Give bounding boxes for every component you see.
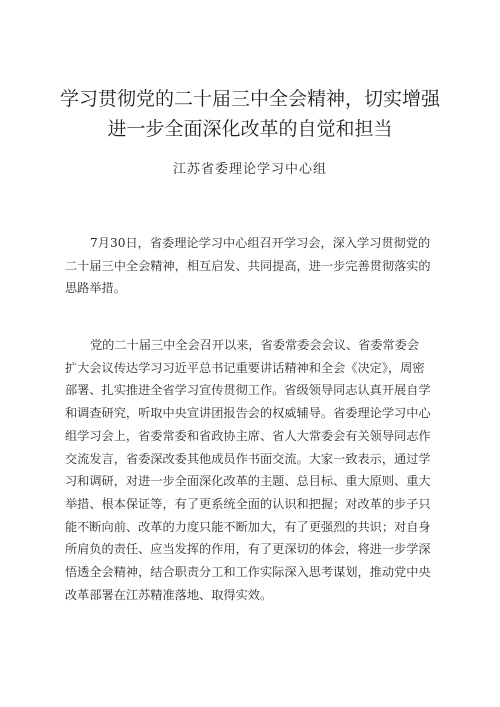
paragraph-line: 思路举措。 [65,281,126,296]
author-byline: 江苏省委理论学习中心组 [172,162,327,177]
paragraph-line: 党的二十届三中全会召开以来，省委常委会会议、省委常委会 [90,338,420,352]
paragraph-line: 悟透全会精神，结合职责分工和工作实际深入思考谋划，推动党中央 [65,565,431,580]
paragraph-1 [65,232,437,300]
paragraph-line: 交流发言，省委深改委其他成员作书面交流。大家一致表示，通过学 [65,451,431,466]
paragraph-line: 改革部署在江苏精准落地、取得实效。 [65,587,273,602]
article-title [60,84,440,144]
paragraph-line: 部署、扎实推进全省学习宣传贯彻工作。省级领导同志认真开展自学 [65,383,431,398]
paragraph-line: 扩大会议传达学习习近平总书记重要讲话精神和全会《决定》，周密 [65,360,425,375]
paragraph-line: 所肩负的责任、应当发挥的作用，有了更深切的体会，将进一步学深 [65,542,431,557]
paragraph-line: 二十届三中全会精神，相互启发、共同提高，进一步完善贯彻落实的 [65,258,431,273]
paragraph-2 [65,334,437,606]
paragraph-line: 和调查研究，听取中央宣讲团报告会的权威辅导。省委理论学习中心 [65,406,431,421]
paragraph-line: 举措、根本保证等，有了更系统全面的认识和把握；对改革的步子只 [65,496,431,511]
paragraph-line: 7月30日，省委理论学习中心组召开学习会，深入学习贯彻党的 [90,236,431,250]
title-line-2: 进一步全面深化改革的自觉和担当 [107,118,393,140]
paragraph-line: 习和调研，对进一步全面深化改革的主题、总目标、重大原则、重大 [65,474,431,489]
title-line-1: 学习贯彻党的二十届三中全会精神，切实增强 [60,88,441,110]
paragraph-line: 组学习会上，省委常委和省政协主席、省人大常委会有关领导同志作 [65,428,431,443]
paragraph-line: 能不断向前、改革的力度只能不断加大，有了更强烈的共识；对自身 [65,519,431,534]
